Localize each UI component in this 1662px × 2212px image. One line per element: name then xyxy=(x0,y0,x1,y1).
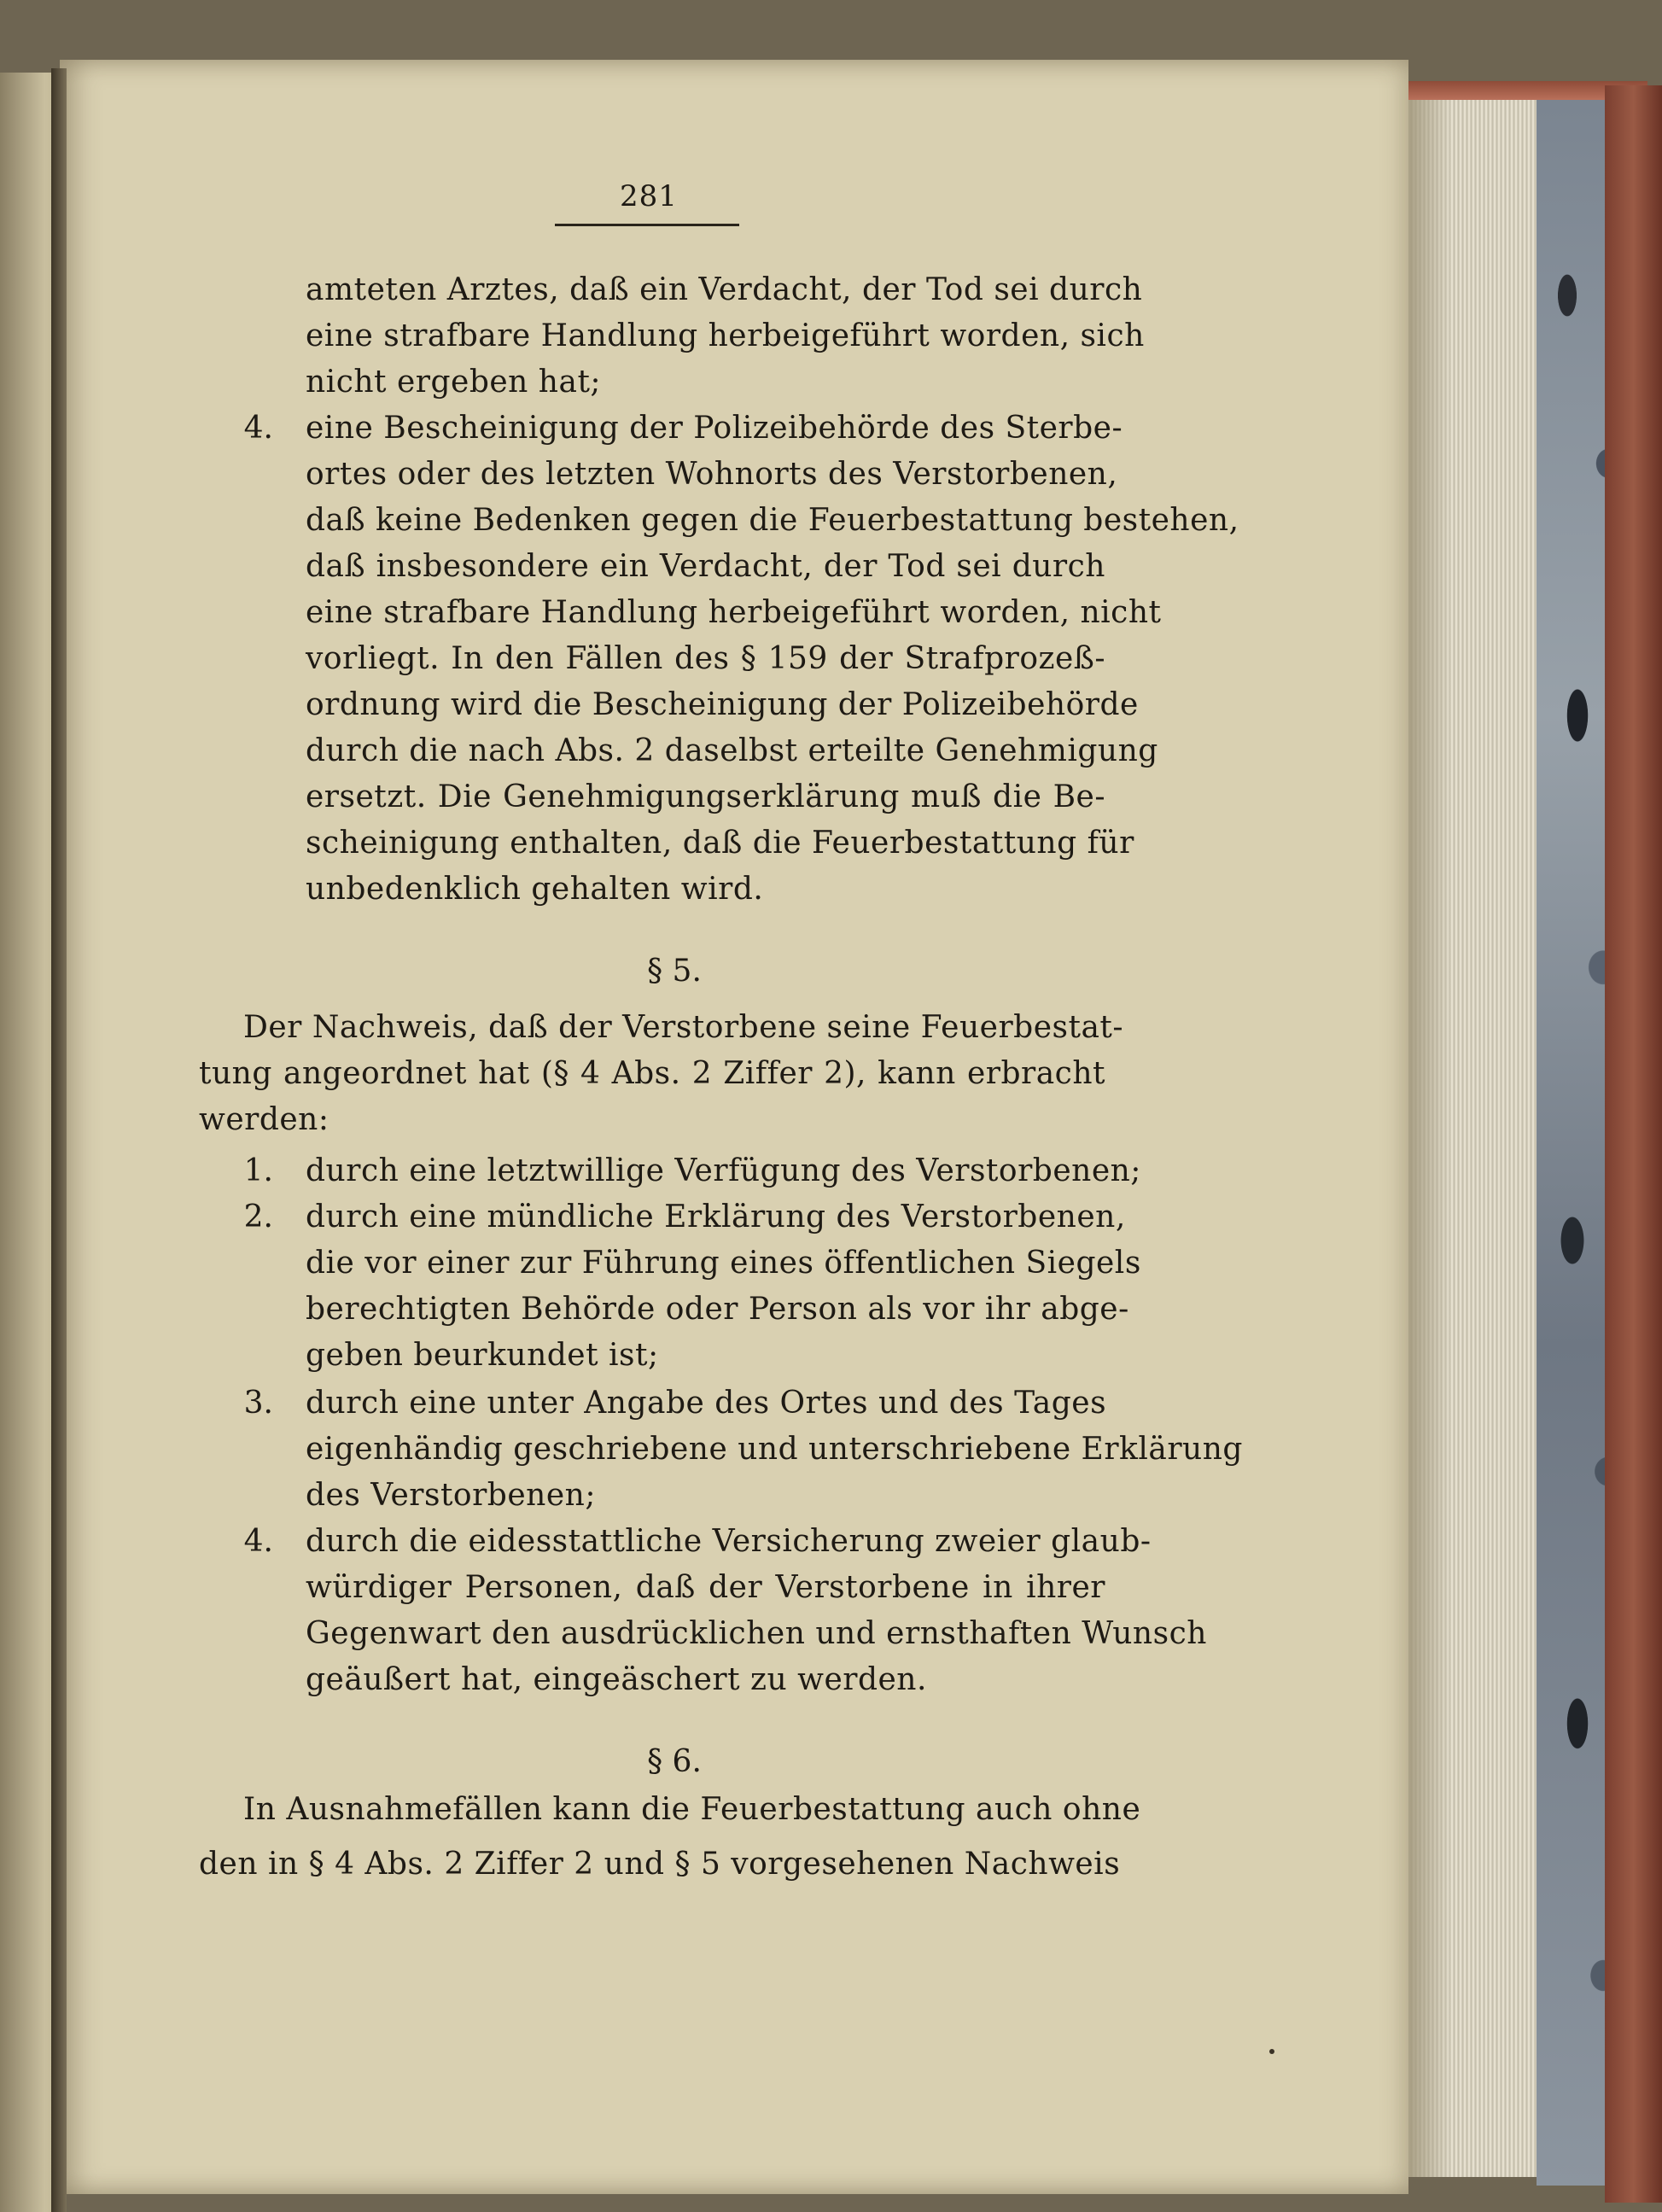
list-number: 1. xyxy=(243,1153,273,1188)
list-number: 4. xyxy=(243,411,273,446)
text-line: daß insbesondere ein Verdacht, der Tod sei durch xyxy=(306,549,1105,584)
text-line: des Verstorbenen; xyxy=(306,1478,596,1513)
text-line: nicht ergeben hat; xyxy=(306,365,602,400)
text-line: die vor einer zur Führung eines öffentlichen Siegels xyxy=(306,1246,1141,1281)
paper-speck xyxy=(1269,2049,1274,2054)
text-line: durch die eidesstattliche Versicherung zweier glaub- xyxy=(306,1524,1152,1559)
text-line: vorliegt. In den Fällen des § 159 der Strafprozeß- xyxy=(306,641,1105,676)
text-line: daß keine Bedenken gegen die Feuerbestattung bestehen, xyxy=(306,503,1239,538)
text-line: durch die nach Abs. 2 daselbst erteilte Genehmigung xyxy=(306,733,1158,768)
text-line: durch eine unter Angabe des Ortes und des Tages xyxy=(306,1386,1107,1421)
list-number: 2. xyxy=(243,1199,273,1234)
text-line: eigenhändig geschriebene und unterschriebene Erklärung xyxy=(306,1432,1243,1467)
text-line: In Ausnahmefällen kann die Feuerbestattung auch ohne xyxy=(243,1792,1141,1827)
text-line: würdiger Personen, daß der Verstorbene in ihrer xyxy=(306,1570,1105,1605)
text-line: eine Bescheinigung der Polizeibehörde des Sterbe- xyxy=(306,411,1123,446)
text-line: eine strafbare Handlung herbeigeführt worden, sich xyxy=(306,318,1145,353)
list-number: 3. xyxy=(243,1386,273,1421)
page-number: 281 xyxy=(620,179,678,213)
page-number-rule xyxy=(555,224,739,226)
text-line: scheinigung enthalten, daß die Feuerbestattung für xyxy=(306,826,1134,861)
text-line: geäußert hat, eingeäschert zu werden. xyxy=(306,1662,927,1697)
text-line: ersetzt. Die Genehmigungserklärung muß die Be- xyxy=(306,779,1105,814)
text-line: geben beurkundet ist; xyxy=(306,1338,659,1373)
text-line: Der Nachweis, daß der Verstorbene seine Feuerbestat- xyxy=(243,1010,1124,1045)
text-line: Gegenwart den ausdrücklichen und ernsthaften Wunsch xyxy=(306,1616,1207,1651)
text-line: berechtigten Behörde oder Person als vor ihr abge- xyxy=(306,1292,1129,1327)
text-line: ordnung wird die Bescheinigung der Polizeibehörde xyxy=(306,687,1139,722)
text-line: den in § 4 Abs. 2 Ziffer 2 und § 5 vorgesehenen Nachweis xyxy=(199,1847,1121,1882)
text-line: durch eine letztwillige Verfügung des Verstorbenen; xyxy=(306,1153,1141,1188)
text-line: werden: xyxy=(199,1102,329,1137)
list-number: 4. xyxy=(243,1524,273,1559)
section-heading-5: § 5. xyxy=(647,954,702,989)
text-line: tung angeordnet hat (§ 4 Abs. 2 Ziffer 2), kann erbracht xyxy=(199,1056,1105,1091)
section-heading-6: § 6. xyxy=(647,1744,702,1779)
text-line: ortes oder des letzten Wohnorts des Verstorbenen, xyxy=(306,457,1118,492)
text-line: amteten Arztes, daß ein Verdacht, der Tod sei durch xyxy=(306,272,1143,307)
text-line: eine strafbare Handlung herbeigeführt worden, nicht xyxy=(306,595,1162,630)
text-line: durch eine mündliche Erklärung des Verstorbenen, xyxy=(306,1199,1126,1234)
text-line: unbedenklich gehalten wird. xyxy=(306,872,764,907)
